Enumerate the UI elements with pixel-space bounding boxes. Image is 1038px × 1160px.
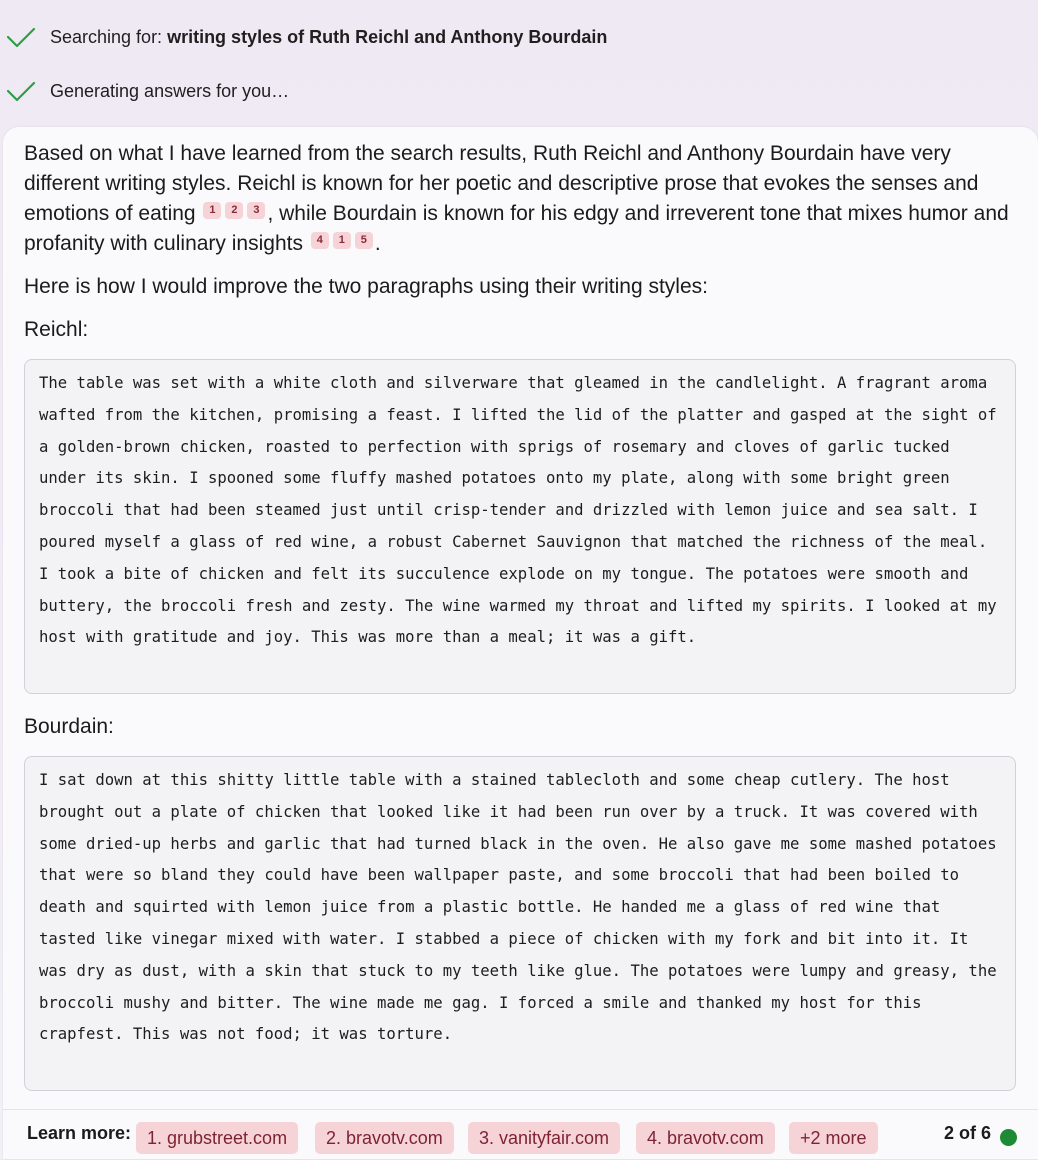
answer-intro <box>24 139 1014 259</box>
bourdain-label: Bourdain: <box>24 715 114 738</box>
citation-badge[interactable]: 1 <box>333 232 351 249</box>
learn-more-label: Learn more: <box>27 1123 132 1143</box>
generating-text: Generating answers for you… <box>50 80 290 101</box>
bourdain-code-block: I sat down at this shitty little table with a stained tablecloth and some cheap cutlery. The host brought out a plate of chicken that looked like it had been run over by a truck. It was covered with some dried-up herbs and garlic that had turned black in the oven. He also gave me some mashed potatoes that were so bland they could have been wallpaper paste, and some broccoli that had been boiled to death and squirted with lemon juice from a plastic bottle. He handed me a glass of red wine that tasted like vinegar mixed with water. I stabbed a piece of chicken with my fork and bit into it. It was dry as dust, with a skin that stuck to my teeth like glue. The potatoes were lumpy and greasy, the broccoli mushy and bitter. The wine made me gag. I forced a smile and thanked my host for this crapfest. This was not food; it was torture. <box>24 756 1016 1091</box>
learn-more-footer <box>3 1109 1038 1160</box>
checkmark-icon <box>6 79 36 103</box>
checkmark-icon <box>6 25 36 49</box>
response-counter: 2 of 6 <box>944 1123 992 1143</box>
status-dot-icon <box>1000 1129 1017 1146</box>
reichl-label: Reichl: <box>24 318 89 341</box>
intro-text-2: , while Bourdain is known for his edgy and irreverent tone that mixes humor and profanity with culinary insights <box>24 202 1009 255</box>
intro-text-1: Based on what I have learned from the search results, Ruth Reichl and Anthony Bourdain have very different writing styles. Reichl is known for her poetic and descriptive prose that evokes the senses and emotions of eating <box>24 142 979 225</box>
searching-prefix: Searching for: <box>50 26 168 47</box>
reichl-code-block: The table was set with a white cloth and silverware that gleamed in the candlelight. A fragrant aroma wafted from the kitchen, promising a feast. I lifted the lid of the platter and gasped at the sight of a golden-brown chicken, roasted to perfection with sprigs of rosemary and cloves of garlic tucked under its skin. I spooned some fluffy mashed potatoes onto my plate, along with some bright green broccoli that had been steamed just until crisp-tender and drizzled with lemon juice and sea salt. I poured myself a glass of red wine, a robust Cabernet Sauvignon that matched the richness of the meal. I took a bite of chicken and felt its succulence explode on my tongue. The potatoes were smooth and buttery, the broccoli fresh and zesty. The wine warmed my throat and lifted my spirits. I looked at my host with gratitude and joy. This was more than a meal; it was a gift. <box>24 359 1016 694</box>
answer-card <box>3 127 1038 1159</box>
search-query: writing styles of Ruth Reichl and Anthony Bourdain <box>167 26 608 47</box>
more-sources-chip[interactable]: +2 more <box>789 1122 878 1154</box>
intro-text-3: . <box>374 232 381 255</box>
citation-badge[interactable]: 5 <box>355 232 373 249</box>
answer-how: Here is how I would improve the two paragraphs using their writing styles: <box>24 275 708 298</box>
source-chip[interactable]: 4. bravotv.com <box>636 1122 775 1154</box>
source-chip[interactable]: 2. bravotv.com <box>315 1122 454 1154</box>
citation-badge[interactable]: 2 <box>225 202 243 219</box>
citation-badge[interactable]: 1 <box>203 202 221 219</box>
status-searching <box>6 22 607 52</box>
citation-badge[interactable]: 3 <box>247 202 265 219</box>
citation-badge[interactable]: 4 <box>311 232 329 249</box>
status-generating <box>6 76 289 106</box>
source-chip[interactable]: 1. grubstreet.com <box>136 1122 298 1154</box>
source-chip[interactable]: 3. vanityfair.com <box>468 1122 620 1154</box>
